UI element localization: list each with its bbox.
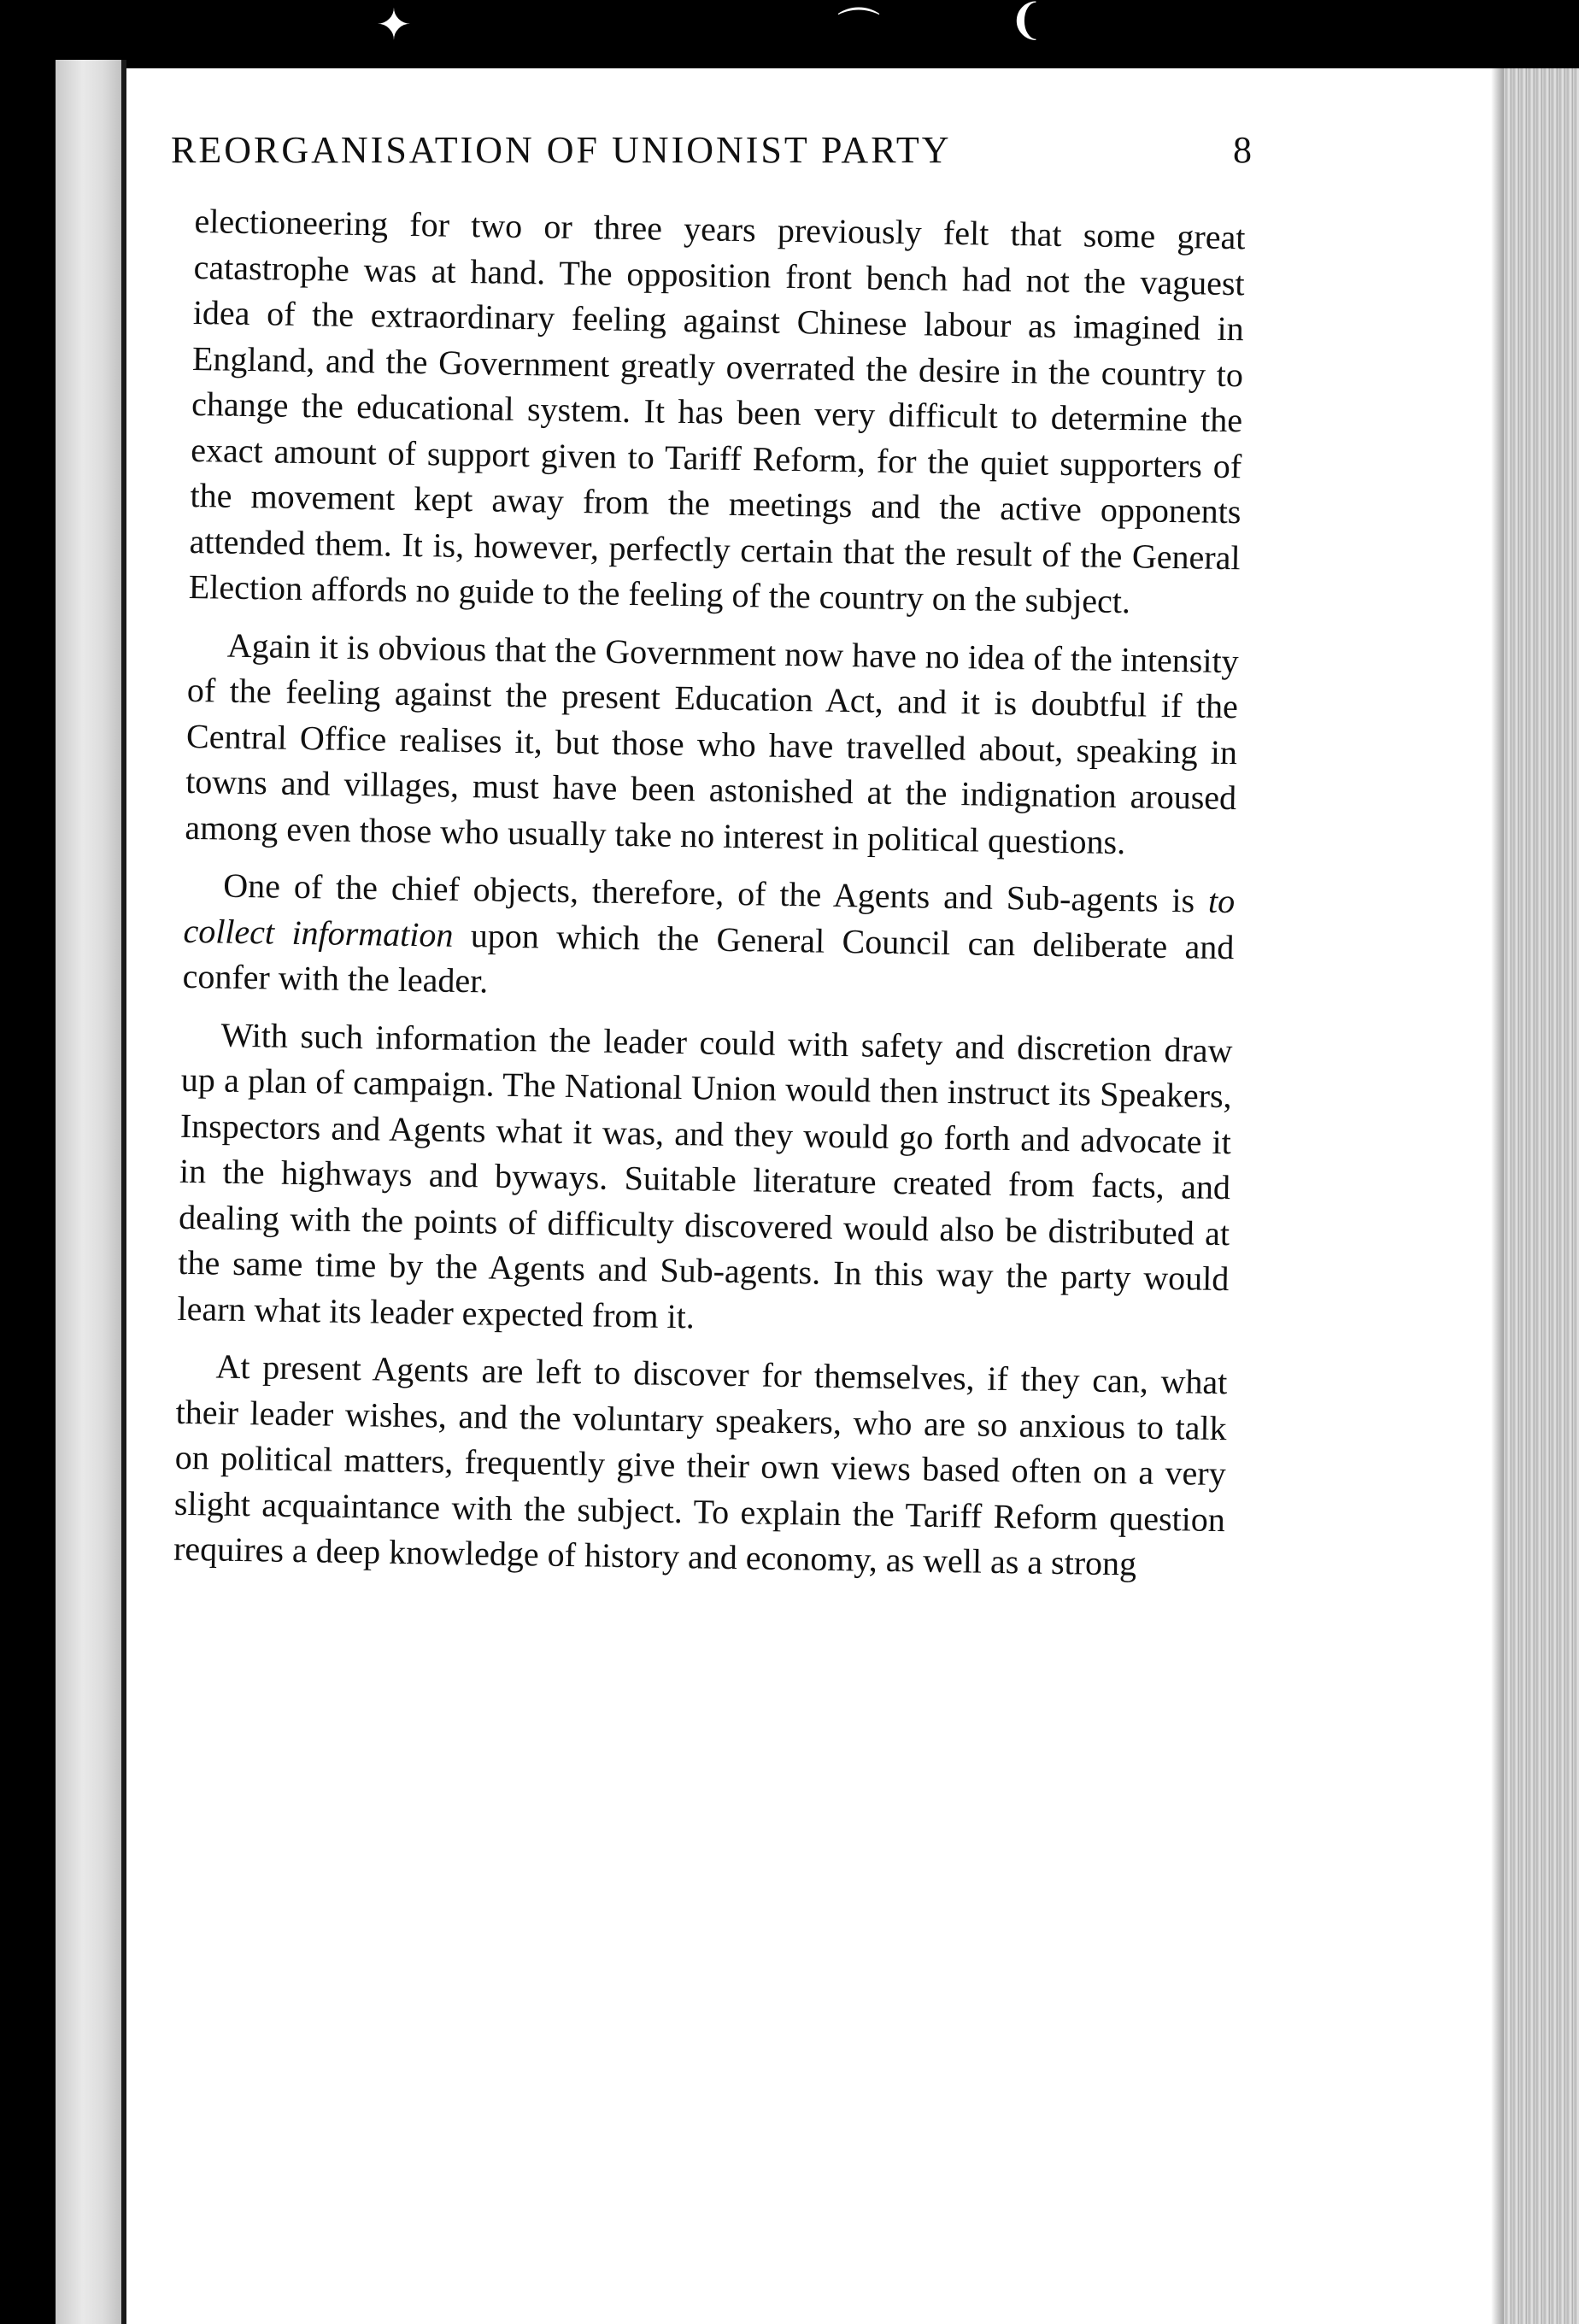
running-head bbox=[171, 128, 1252, 172]
scan-background-left bbox=[0, 0, 56, 2324]
scan-artifact-mark: ✦ bbox=[376, 0, 412, 50]
paragraph bbox=[182, 862, 1235, 1016]
running-head-title: REORGANISATION OF UNIONIST PARTY bbox=[171, 129, 952, 171]
paragraph-text: One of the chief objects, therefore, of the Agents and Sub-agents is bbox=[223, 866, 1209, 920]
scan-background-top bbox=[0, 0, 1579, 68]
paragraph: At present Agents are left to discover for themselves, if they can, what their leader wishes, and the voluntary speakers, who are so anxious to talk on political matters, frequently give their own views based often on a very slight acquaintance with the subject. To explain the Tariff Reform question requires a deep knowledge of history and economy, as well as a strong bbox=[173, 1347, 1228, 1583]
page-number: 8 bbox=[1233, 129, 1252, 171]
scan-artifact-mark: ❨ bbox=[1008, 0, 1044, 44]
emphasized-phrase: to collect information bbox=[183, 881, 1236, 954]
page-stack-edge bbox=[1504, 68, 1579, 2324]
paragraph: electioneering for two or three years previously felt that some great catastrophe was at hand. The opposition front bench had not the vaguest idea of the extraordinary feeling against Chinese labour as imagined in England, and the Government greatly overrated the desire in the country to change the educational system. It has been very difficult to determine the exact amount of support given to Tariff Reform, for the quiet supporters of the movement kept away from the meetings and the active opponents attended them. It is, however, perfectly certain that the result of the General Election affords no guide to the feeling of the country on the subject. bbox=[188, 201, 1246, 621]
body-text bbox=[173, 198, 1246, 1600]
page-edge-shadow bbox=[1491, 68, 1505, 2324]
paragraph: Again it is obvious that the Government now have no idea of the intensity of the feeling against the present Education Act, and it is doubtful if the Central Office realises it, but those who have travelled about, speaking in towns and villages, must have been astonished at the indignation aroused among even those who usually take no interest in political questions. bbox=[185, 625, 1240, 861]
book-gutter bbox=[121, 60, 126, 2324]
paragraph: With such information the leader could with safety and discretion draw up a plan of campaign. The National Union would then instruct its Speakers, Inspectors and Agents what it was, and they would go forth and advocate it in the highways and byways. Suitable literature created from facts, and dealing with the points of difficulty discovered would also be distributed at the same time by the Agents and Sub-agents. In this way the party would learn what its leader expected from it. bbox=[177, 1015, 1233, 1335]
paragraph-text: upon which the General Council can deliberate and confer with the leader. bbox=[182, 915, 1235, 1001]
scan-artifact-mark: ⌒ bbox=[837, 4, 880, 54]
previous-page-edge bbox=[56, 60, 124, 2324]
